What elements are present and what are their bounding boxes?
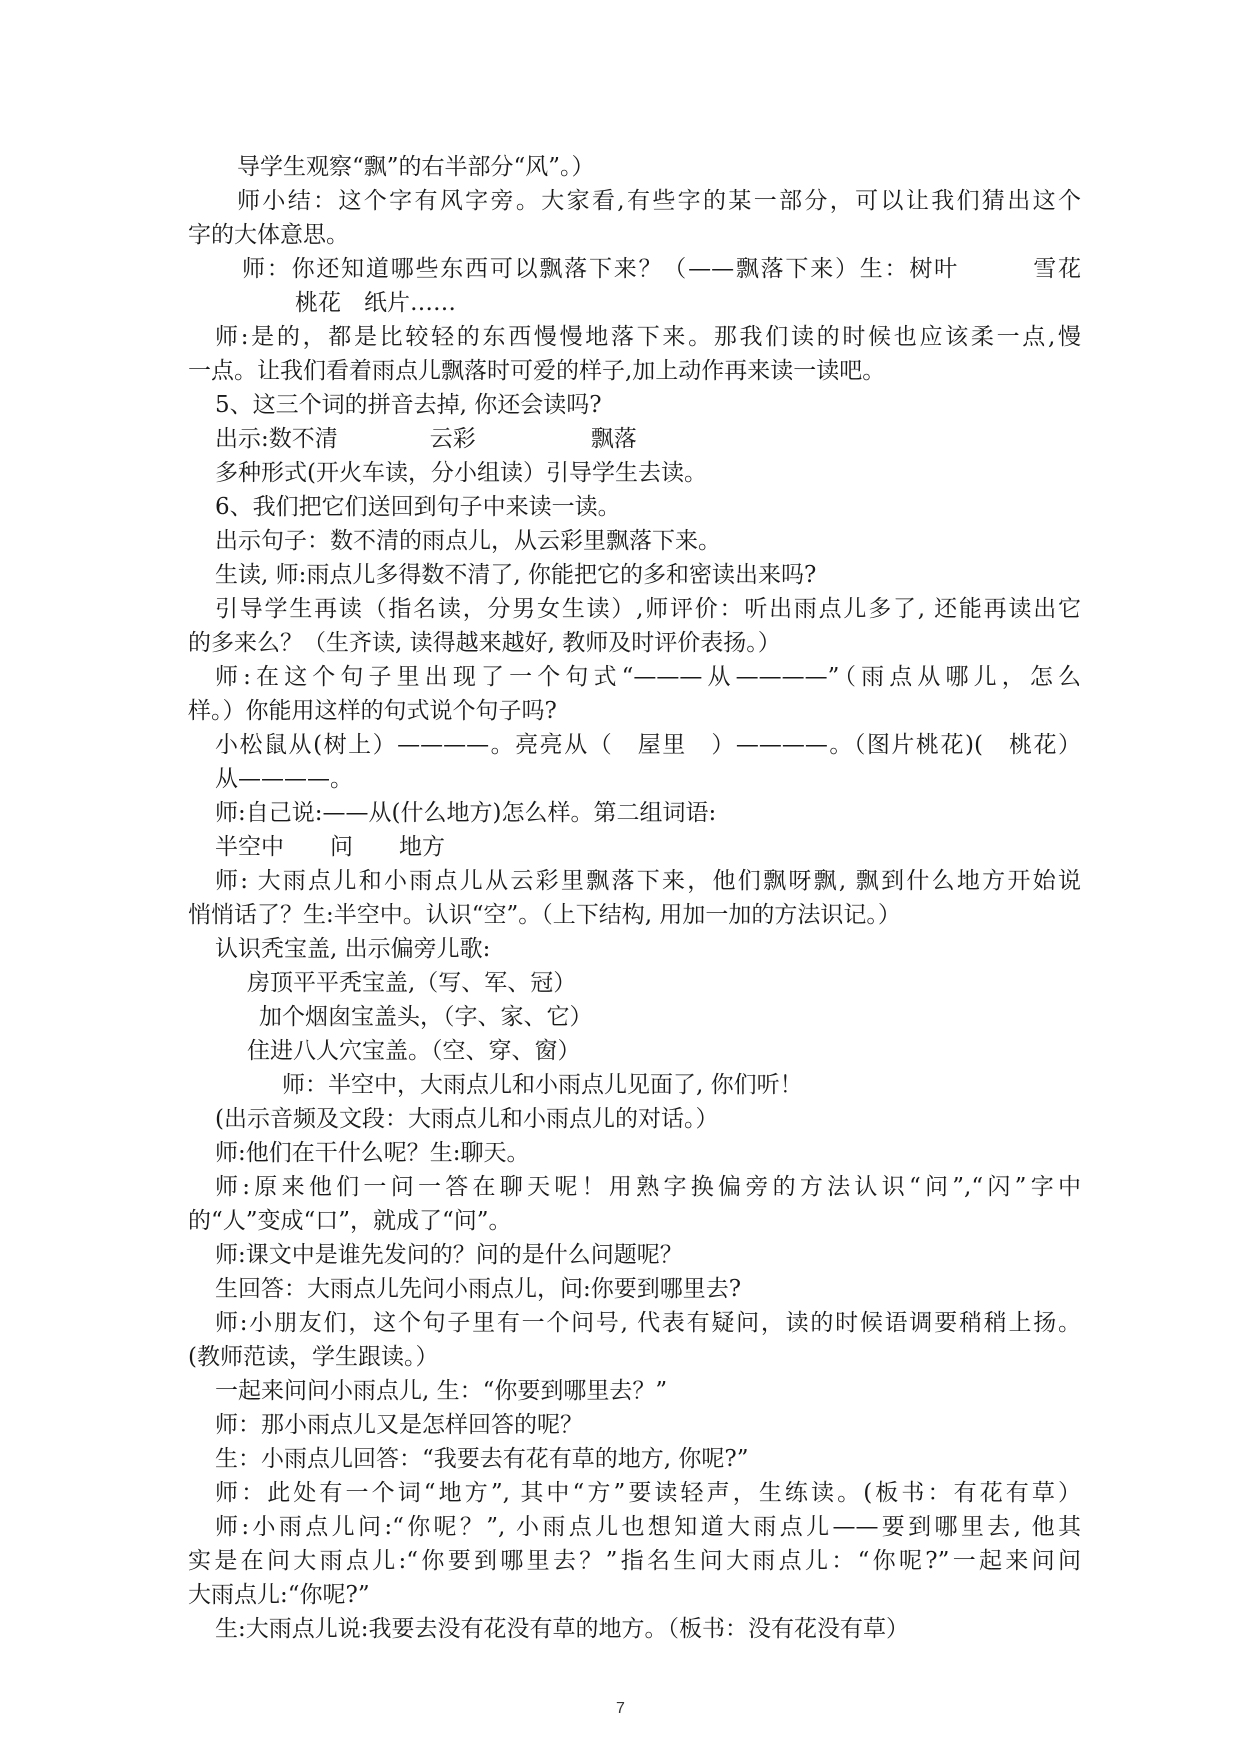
text-line: 师小结：这个字有风字旁。大家看,有些字的某一部分，可以让我们猜出这个 bbox=[237, 188, 1081, 214]
text-line: 生:大雨点儿说:我要去没有花没有草的地方。（板书：没有花没有草） bbox=[215, 1616, 909, 1642]
text-line: 从————。 bbox=[215, 766, 353, 792]
text-line: 半空中 问 地方 bbox=[215, 834, 445, 860]
text-line: 实是在问大雨点儿:“你要到哪里去？”指名生问大雨点儿：“你呢?”一起来问问 bbox=[188, 1548, 1081, 1574]
text-line: 出示句子：数不清的雨点儿，从云彩里飘落下来。 bbox=[215, 528, 721, 554]
text-line: 认识秃宝盖, 出示偏旁儿歌: bbox=[215, 936, 491, 962]
text-line: 一起来问问小雨点儿, 生：“你要到哪里去？” bbox=[215, 1378, 668, 1404]
text-line: 师：半空中，大雨点儿和小雨点儿见面了, 你们听！ bbox=[282, 1072, 803, 1098]
text-line: 师:在这个句子里出现了一个句式“———从————”（雨点从哪儿，怎么 bbox=[215, 664, 1081, 690]
text-line: 师:是的，都是比较轻的东西慢慢地落下来。那我们读的时候也应该柔一点,慢 bbox=[215, 324, 1081, 350]
text-line: 导学生观察“飘”的右半部分“风”。） bbox=[237, 154, 595, 180]
text-line: 悄悄话了？生:半空中。认识“空”。（上下结构, 用加一加的方法识记。） bbox=[188, 902, 901, 928]
text-line: 师：那小雨点儿又是怎样回答的呢？ bbox=[215, 1412, 583, 1438]
text-line: 的“人”变成“口”，就成了“问”。 bbox=[188, 1208, 512, 1234]
text-line: 房顶平平秃宝盖,（写、军、冠） bbox=[247, 970, 577, 996]
text-line: 引导学生再读（指名读，分男女生读）,师评价：听出雨点儿多了, 还能再读出它 bbox=[215, 596, 1081, 622]
text-line: 住进八人穴宝盖。（空、穿、窗） bbox=[247, 1038, 581, 1064]
text-line: 大雨点儿:“你呢?” bbox=[188, 1582, 370, 1608]
text-line: 一点。让我们看着雨点儿飘落时可爱的样子,加上动作再来读一读吧。 bbox=[188, 358, 886, 384]
text-line: 师：此处有一个词“地方”, 其中“方”要读轻声，生练读。(板书：有花有草） bbox=[215, 1480, 1081, 1506]
text-line: 师:课文中是谁先发问的？问的是什么问题呢？ bbox=[215, 1242, 683, 1268]
text-line: 生读, 师:雨点儿多得数不清了, 你能把它的多和密读出来吗? bbox=[215, 562, 817, 588]
text-line: 生：小雨点儿回答：“我要去有花有草的地方, 你呢?” bbox=[215, 1446, 749, 1472]
text-line: 师:小朋友们，这个句子里有一个问号, 代表有疑问，读的时候语调要稍稍上扬。 bbox=[215, 1310, 1081, 1336]
text-line: 师:他们在干什么呢？生:聊天。 bbox=[215, 1140, 530, 1166]
text-line: (教师范读，学生跟读。） bbox=[188, 1344, 439, 1370]
text-line: 5、这三个词的拼音去掉, 你还会读吗? bbox=[215, 392, 602, 418]
text-line: 加个烟囱宝盖头，（字、家、它） bbox=[259, 1004, 593, 1030]
text-line: 桃花 纸片…… bbox=[295, 290, 456, 316]
text-line: 多种形式(开火车读，分小组读）引导学生去读。 bbox=[215, 460, 707, 486]
text-line: 生回答：大雨点儿先问小雨点儿，问:你要到哪里去? bbox=[215, 1276, 742, 1302]
text-line: 样。）你能用这样的句式说个句子吗? bbox=[188, 698, 557, 724]
text-line: 6、我们把它们送回到句子中来读一读。 bbox=[215, 494, 621, 520]
text-line: 师:自己说:——从(什么地方)怎么样。第二组词语: bbox=[215, 800, 717, 826]
text-line: 字的大体意思。 bbox=[188, 222, 349, 248]
text-line: (出示音频及文段：大雨点儿和小雨点儿的对话。） bbox=[215, 1106, 719, 1132]
page-number: 7 bbox=[616, 1700, 625, 1717]
text-line: 师:小雨点儿问:“你呢？”, 小雨点儿也想知道大雨点儿——要到哪里去, 他其 bbox=[215, 1514, 1081, 1540]
text-line: 小松鼠从(树上）————。亮亮从（ 屋里 ）————。（图片桃花)( 桃花） bbox=[215, 732, 1081, 758]
text-line: 出示:数不清 云彩 飘落 bbox=[215, 426, 637, 452]
text-line: 的多来么？（生齐读, 读得越来越好, 教师及时评价表扬。） bbox=[188, 630, 781, 656]
text-line: 师:原来他们一问一答在聊天呢！用熟字换偏旁的方法认识“问”,“闪”字中 bbox=[215, 1174, 1081, 1200]
text-line: 师: 大雨点儿和小雨点儿从云彩里飘落下来，他们飘呀飘, 飘到什么地方开始说 bbox=[215, 868, 1081, 894]
text-line: 师：你还知道哪些东西可以飘落下来？（——飘落下来）生：树叶 雪花 bbox=[242, 256, 1081, 282]
